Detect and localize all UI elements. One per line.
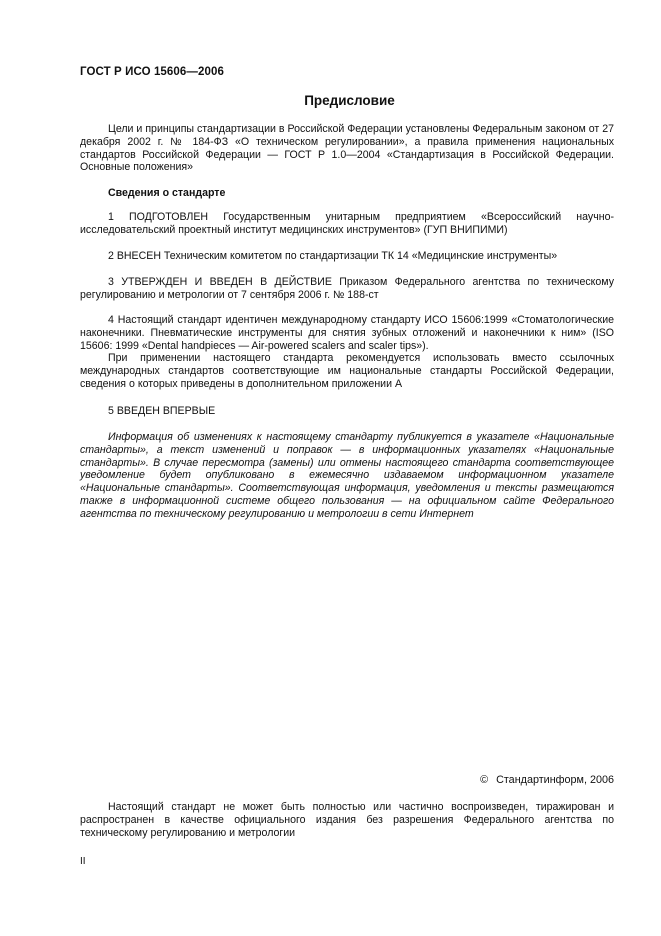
intro-paragraph: Цели и принципы стандартизации в Российской Федерации установлены Федеральным законом от 27 декабря 2002 г. № 184-ФЗ «О техническом регулировании», а правила применения национальных стандартов Российской Федерации — ГОСТ Р 1.0—2004 «Стандартизация в Российской Федерации. Основные положения» [80, 123, 614, 174]
item-1-block [80, 211, 614, 237]
item-4: 4 Настоящий стандарт идентичен международному стандарту ИСО 15606:1999 «Стоматологические наконечники. Пневматические инструменты для снятия зубных отложений и наконечники к ним» (ISO 15606: 1999 «Dental handpieces — Air-powered scalers and scaler tips»). [80, 314, 614, 352]
changes-info-block [80, 431, 614, 521]
page-title: Предисловие [304, 93, 395, 108]
copyright-text: Стандартинформ, 2006 [496, 774, 614, 786]
item-5: 5 ВВЕДЕН ВПЕРВЫЕ [108, 405, 216, 417]
item-3: 3 УТВЕРЖДЕН И ВВЕДЕН В ДЕЙСТВИЕ Приказом Федерального агентства по техническому регулированию и метрологии от 7 сентября 2006 г. № 188-ст [80, 276, 614, 301]
changes-info-paragraph: Информация об изменениях к настоящему стандарту публикуется в указателе «Национальные стандарты», а текст изменений и поправок — в информационных указателях «Национальные стандарты». В случае пересмотра (замены) или отмены настоящего стандарта соответствующее уведомление будет опубликовано в ежемесячно издаваемом информационном указателе «Национальные стандарты». Соответствующая информация, уведомления и тексты размещаются также в информационной системе общего пользования — на официальном сайте Федерального агентства по техническому регулированию и метрологии в сети Интернет [80, 431, 614, 520]
footer-notice-block [80, 801, 614, 839]
copyright-line [480, 774, 614, 786]
document-code: ГОСТ Р ИСО 15606—2006 [80, 66, 225, 78]
standard-info-heading: Сведения о стандарте [108, 187, 226, 199]
footer-notice: Настоящий стандарт не может быть полностью или частично воспроизведен, тиражирован и распространен в качестве официального издания без разрешения Федерального агентства по техническому регулированию и метрологии [80, 801, 614, 839]
item-3-block [80, 276, 614, 302]
item-4-note: При применении настоящего стандарта рекомендуется использовать вместо ссылочных международных стандартов соответствующие им национальные стандарты Российской Федерации, сведения о которых приведены в дополнительном приложении А [80, 352, 614, 390]
intro-paragraph-block [80, 123, 614, 174]
item-2-block [80, 250, 614, 263]
item-1: 1 ПОДГОТОВЛЕН Государственным унитарным предприятием «Всероссийский научно-исследовательский проектный институт медицинских инструментов» (ГУП ВНИПИМИ) [80, 211, 614, 236]
item-4-block [80, 314, 614, 391]
item-2: 2 ВНЕСЕН Техническим комитетом по стандартизации ТК 14 «Медицинские инструменты» [108, 250, 558, 262]
copyright-symbol: © [480, 774, 489, 786]
item-5-block [80, 405, 614, 418]
page-number: II [80, 856, 86, 867]
